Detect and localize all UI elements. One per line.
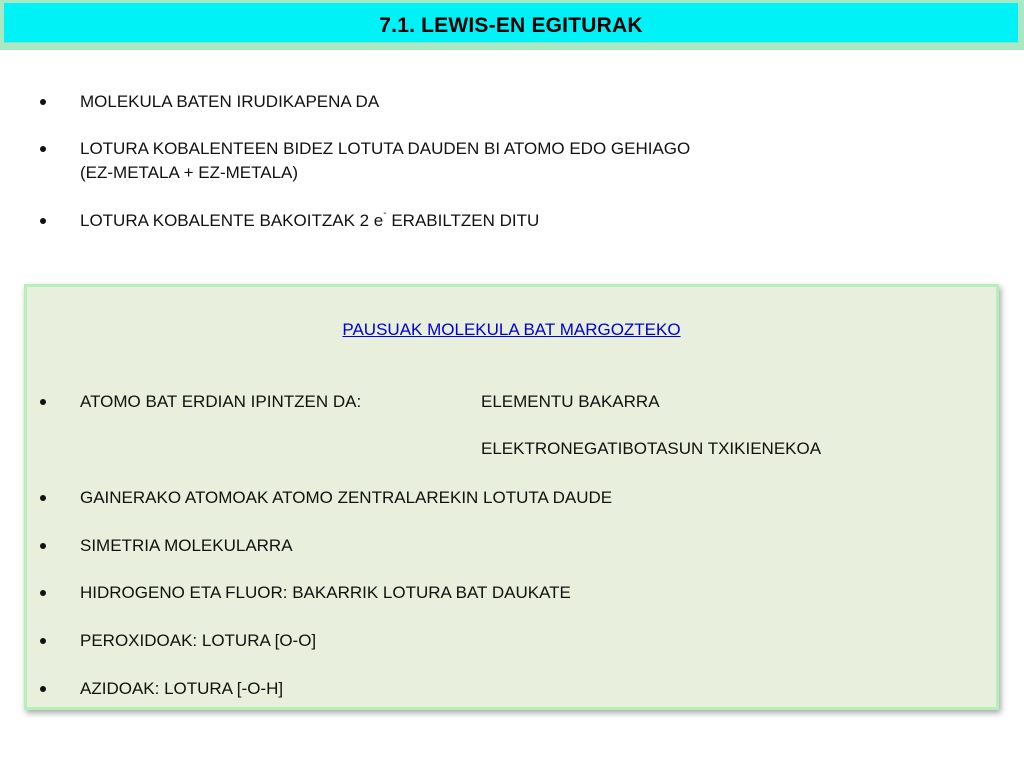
bullet-icon	[40, 638, 46, 644]
title-band	[0, 0, 1024, 50]
bullet-icon	[40, 146, 46, 152]
intro-bullet-1: MOLEKULA BATEN IRUDIKAPENA DA	[80, 92, 380, 111]
step-1-label: ATOMO BAT ERDIAN IPINTZEN DA:	[80, 392, 362, 411]
bullet-icon	[40, 686, 46, 692]
step-1-detail-1: ELEMENTU BAKARRA	[481, 392, 660, 411]
step-2: GAINERAKO ATOMOAK ATOMO ZENTRALAREKIN LOTUTA DAUDE	[80, 488, 613, 507]
intro-bullet-3	[80, 208, 540, 231]
bullet-icon	[40, 495, 46, 501]
intro-bullet-2: LOTURA KOBALENTEEN BIDEZ LOTUTA DAUDEN BI ATOMO EDO GEHIAGO	[80, 139, 691, 158]
step-3: SIMETRIA MOLEKULARRA	[80, 536, 293, 555]
step-5: PEROXIDOAK: LOTURA [O-O]	[80, 631, 317, 650]
bullet-icon	[40, 218, 46, 224]
steps-heading-link[interactable]: PAUSUAK MOLEKULA BAT MARGOZTEKO	[342, 320, 681, 339]
bullet-icon	[40, 399, 46, 405]
step-4: HIDROGENO ETA FLUOR: BAKARRIK LOTURA BAT DAUKATE	[80, 583, 571, 602]
steps-panel	[24, 284, 999, 710]
bullet-icon	[40, 543, 46, 549]
intro-bullet-2-continuation: (EZ-METALA + EZ-METALA)	[80, 163, 299, 182]
slide-title: 7.1. LEWIS-EN EGITURAK	[379, 14, 643, 37]
bullet-icon	[40, 99, 46, 105]
bullet-icon	[40, 590, 46, 596]
electron-charge-superscript: -	[383, 208, 387, 219]
title-box	[4, 3, 1018, 43]
step-1-detail-2: ELEKTRONEGATIBOTASUN TXIKIENEKOA	[481, 439, 822, 458]
intro-bullet-3-text-end: ERABILTZEN DITU	[386, 211, 540, 230]
intro-bullet-3-text: LOTURA KOBALENTE BAKOITZAK 2 e	[80, 211, 384, 230]
step-6: AZIDOAK: LOTURA [-O-H]	[80, 679, 284, 698]
